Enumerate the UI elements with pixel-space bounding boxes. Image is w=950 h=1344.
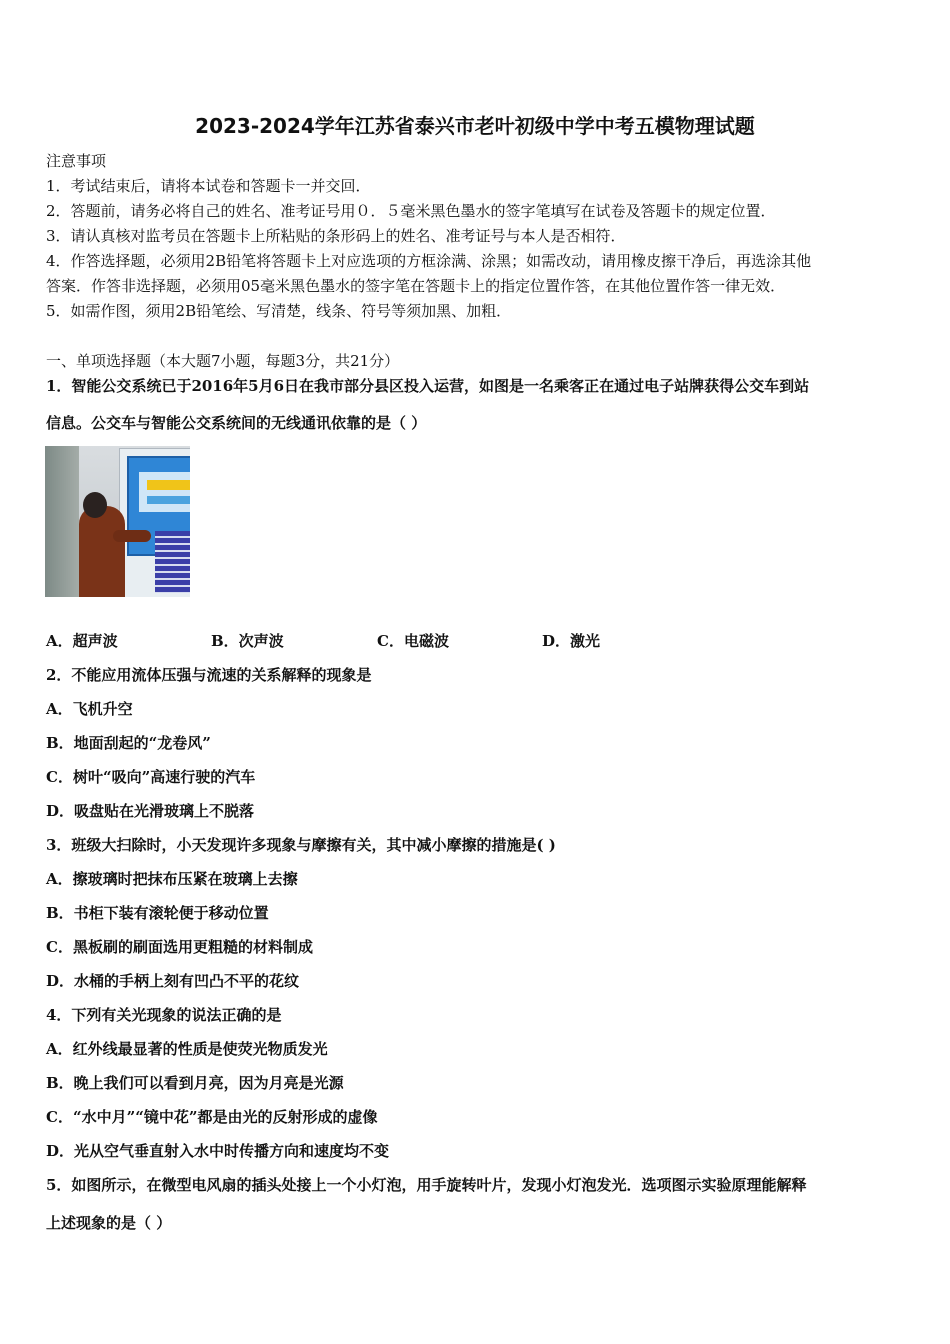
q2-option-c: C．树叶“吸向”高速行驶的汽车 bbox=[46, 768, 256, 786]
q4-option-d: D．光从空气垂直射入水中时传播方向和速度均不变 bbox=[46, 1142, 390, 1160]
question-3-stem: 3．班级大扫除时，小天发现许多现象与摩擦有关，其中减小摩擦的措施是( ) bbox=[46, 836, 556, 854]
q3-option-d: D．水桶的手柄上刻有凹凸不平的花纹 bbox=[46, 972, 300, 990]
q1-option-b: B．次声波 bbox=[211, 632, 284, 650]
q1-option-c: C．电磁波 bbox=[377, 632, 449, 650]
notice-heading: 注意事项 bbox=[46, 152, 107, 170]
notice-item: 3．请认真核对监考员在答题卡上所粘贴的条形码上的姓名、准考证号与本人是否相符． bbox=[46, 227, 626, 245]
q3-option-b: B．书柜下装有滚轮便于移动位置 bbox=[46, 904, 269, 922]
q1-option-a: A．超声波 bbox=[46, 632, 118, 650]
question-1-stem-cont: 信息。公交车与智能公交系统间的无线通讯依靠的是（ ） bbox=[46, 414, 427, 432]
page-title: 2023-2024学年江苏省泰兴市老叶初级中学中考五模物理试题 bbox=[195, 114, 755, 138]
q3-option-a: A．擦玻璃时把抹布压紧在玻璃上去擦 bbox=[46, 870, 298, 888]
notice-item: 答案．作答非选择题，必须用05毫米黑色墨水的签字笔在答题卡上的指定位置作答，在其他位置作答一律无效． bbox=[46, 277, 786, 295]
question-5-stem-cont: 上述现象的是（ ） bbox=[46, 1214, 172, 1232]
q3-option-c: C．黑板刷的刷面选用更粗糙的材料制成 bbox=[46, 938, 313, 956]
notice-item: 4．作答选择题，必须用2B铅笔将答题卡上对应选项的方框涂满、涂黑；如需改动，请用橡皮擦干净后，再选涂其他 bbox=[46, 252, 812, 270]
question-1-stem: 1．智能公交系统已于2016年5月6日在我市部分县区投入运营，如图是一名乘客正在通过电子站牌获得公交车到站 bbox=[46, 377, 810, 395]
q4-option-a: A．红外线最显著的性质是使荧光物质发光 bbox=[46, 1040, 328, 1058]
notice-item: 2．答题前，请务必将自己的姓名、准考证号用０．５毫米黑色墨水的签字笔填写在试卷及答题卡的规定位置． bbox=[46, 202, 776, 220]
q1-option-d: D．激光 bbox=[542, 632, 601, 650]
question-2-stem: 2．不能应用流体压强与流速的关系解释的现象是 bbox=[46, 666, 372, 684]
notice-item: 5．如需作图，须用2B铅笔绘、写清楚，线条、符号等须加黑、加粗． bbox=[46, 302, 512, 320]
q4-option-b: B．晚上我们可以看到月亮，因为月亮是光源 bbox=[46, 1074, 344, 1092]
q2-option-d: D．吸盘贴在光滑玻璃上不脱落 bbox=[46, 802, 255, 820]
q4-option-c: C．“水中月”“镜中花”都是由光的反射形成的虚像 bbox=[46, 1108, 378, 1126]
question-5-stem: 5．如图所示，在微型电风扇的插头处接上一个小灯泡，用手旋转叶片，发现小灯泡发光．选项图示实验原理能解释 bbox=[46, 1176, 807, 1194]
section-heading: 一、单项选择题（本大题7小题，每题3分，共21分） bbox=[46, 352, 400, 370]
question-4-stem: 4．下列有关光现象的说法正确的是 bbox=[46, 1006, 282, 1024]
q2-option-b: B．地面刮起的“龙卷风” bbox=[46, 734, 211, 752]
notice-item: 1．考试结束后，请将本试卷和答题卡一并交回． bbox=[46, 177, 371, 195]
q2-option-a: A．飞机升空 bbox=[46, 700, 133, 718]
bus-stop-photo bbox=[45, 446, 190, 597]
